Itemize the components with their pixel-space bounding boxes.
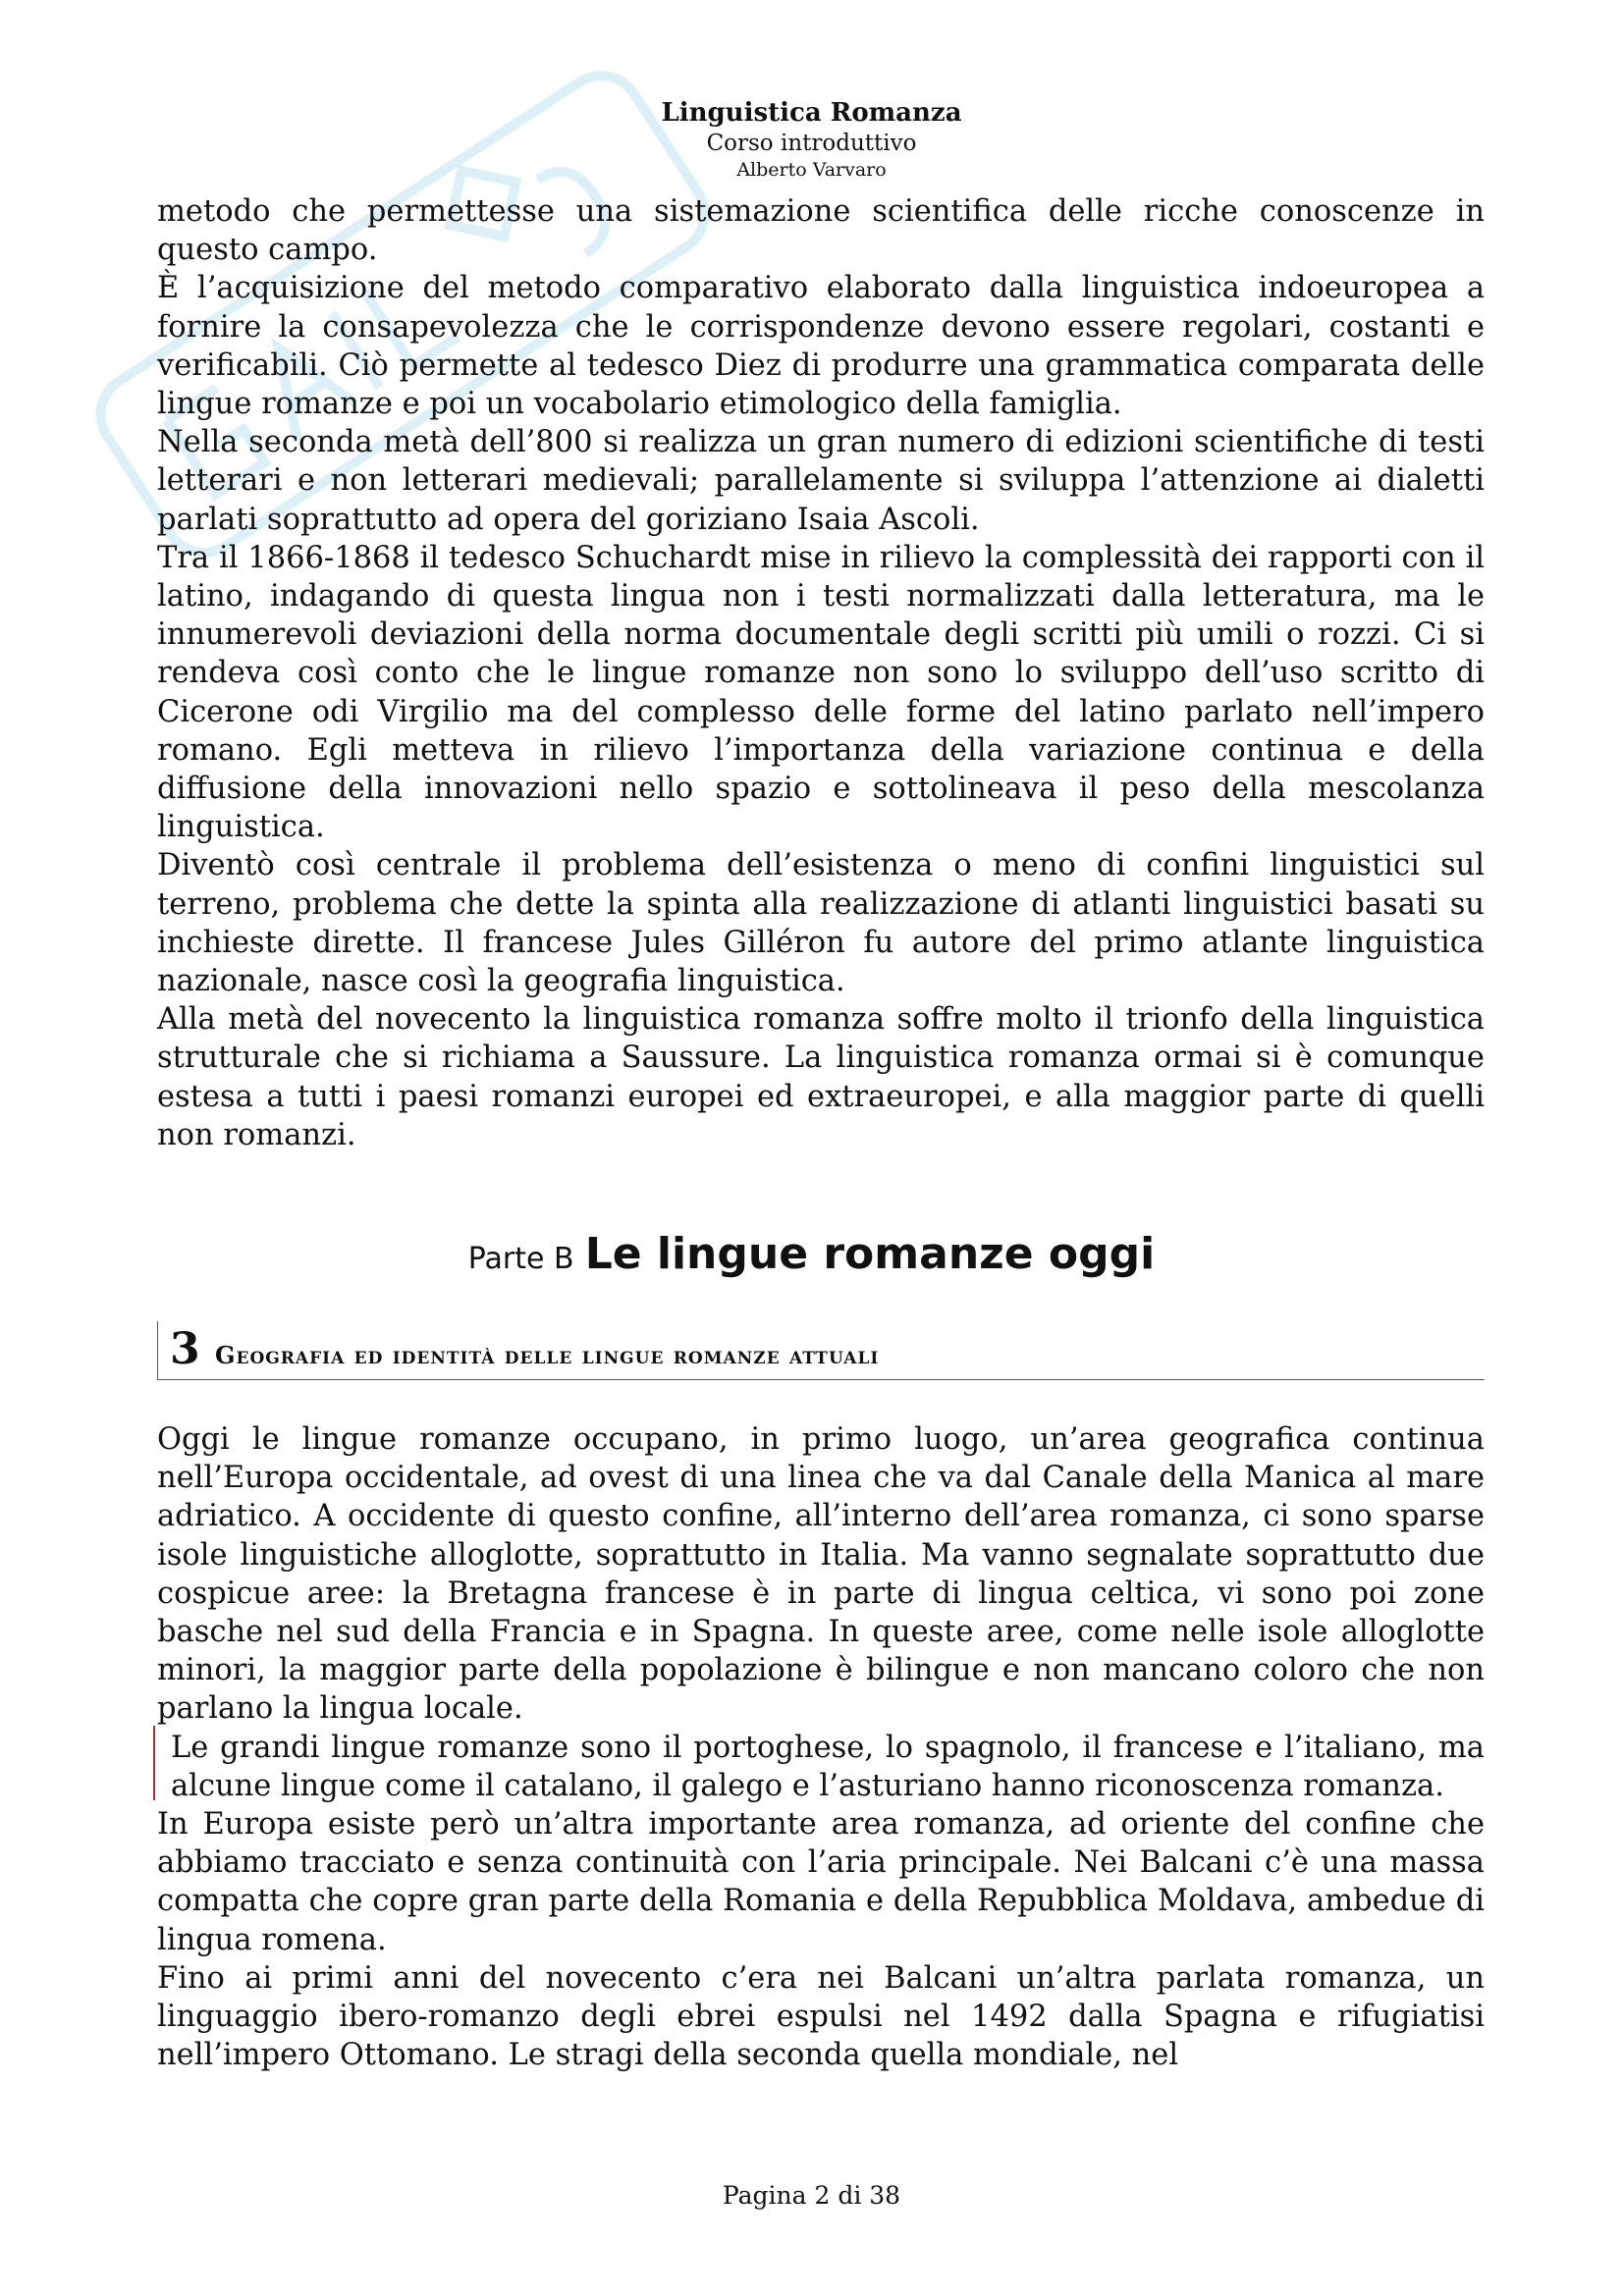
paragraph: È l’acquisizione del metodo comparativo elaborato dalla linguistica indoeuropea a fornire la consapevolezza che le corrispondenze devono essere regolari, costanti e verificabili. Ciò permette al tedesco Diez di produrre una grammatica comparata delle lingue romanze e poi un vocabolario etimologico della famiglia. bbox=[157, 271, 1485, 422]
header-author: Alberto Varvaro bbox=[736, 159, 887, 181]
part-label: Parte B bbox=[467, 1242, 574, 1276]
part-heading bbox=[0, 1229, 1623, 1279]
top-text-block bbox=[157, 192, 1485, 1154]
section-title: Geografia ed identità delle lingue romanze attuali bbox=[215, 1341, 880, 1369]
paragraph: Nella seconda metà dell’800 si realizza un gran numero di edizioni scientifiche di testi letterari e non letterari medievali; parallelamente si sviluppa l’attenzione ai dialetti parlati soprattutto ad opera del goriziano Isaia Ascoli. bbox=[157, 425, 1485, 537]
paragraph: Alla metà del novecento la linguistica romanza soffre molto il trionfo della linguistica strutturale che si richiama a Saussure. La linguistica romanza ormai si è comunque estesa a tutti i paesi romanzi europei ed extraeuropei, e alla maggior parte di quelli non romanzi. bbox=[157, 1002, 1485, 1152]
section-heading bbox=[157, 1321, 1485, 1380]
paragraph: In Europa esiste però un’altra importante area romanza, ad oriente del confine che abbiamo tracciato e senza continuità con l’aria principale. Nei Balcani c’è una massa compatta che copre gran parte della Romania e della Repubblica Moldava, ambedue di lingua romena. bbox=[157, 1807, 1485, 1957]
paragraph: Oggi le lingue romanze occupano, in primo luogo, un’area geografica continua nell’Europa occidentale, ad ovest di una linea che va dal Canale della Manica al mare adriatico. A occidente di questo confine, all’interno dell’area romanza, ci sono sparse isole linguistiche alloglotte, soprattutto in Italia. Ma vanno segnalate soprattutto due cospicue aree: la Bretagna francese è in parte di lingua celtica, vi sono poi zone basche nel sud della Francia e in Spagna. In queste aree, come nelle isole alloglotte minori, la maggior parte della popolazione è bilingue e non mancano coloro che non parlano la lingua locale. bbox=[157, 1422, 1485, 1727]
page-number: Pagina 2 di 38 bbox=[722, 2181, 901, 2210]
paragraph: metodo che permettesse una sistemazione scientifica delle ricche conoscenze in questo campo. bbox=[157, 194, 1485, 268]
part-title: Le lingue romanze oggi bbox=[584, 1229, 1156, 1279]
header-subtitle: Corso introduttivo bbox=[706, 131, 917, 156]
paragraph: Tra il 1866-1868 il tedesco Schuchardt mise in rilievo la complessità dei rapporti con il latino, indagando di questa lingua non i testi normalizzati dalla letteratura, ma le innumerevoli deviazioni della norma documentale degli scritti più umili o rozzi. Ci si rendeva così conto che le lingue romanze non sono lo sviluppo dell’uso scritto di Cicerone odi Virgilio ma del complesso delle forme del latino parlato nell’impero romano. Egli metteva in rilievo l’importanza della variazione continua e della diffusione della innovazioni nello spazio e sottolineava il peso della mescolanza linguistica. bbox=[157, 540, 1485, 845]
bottom-text-block bbox=[157, 1420, 1485, 2074]
section-number: 3 bbox=[170, 1324, 200, 1374]
paragraph: Le grandi lingue romanze sono il portoghese, lo spagnolo, il francese e l’italiano, ma alcune lingue come il catalano, il galego e l’asturiano hanno riconoscenza romanza. bbox=[171, 1730, 1485, 1803]
header-title: Linguistica Romanza bbox=[661, 98, 962, 128]
revision-bar bbox=[153, 1726, 155, 1800]
paragraph: Diventò così centrale il problema dell’esistenza o meno di confini linguistici sul terreno, problema che dette la spinta alla realizzazione di atlanti linguistici basati su inchieste dirette. Il francese Jules Gilléron fu autore del primo atlante linguistica nazionale, nasce così la geografia linguistica. bbox=[157, 848, 1485, 999]
paragraph: Fino ai primi anni del novecento c’era nei Balcani un’altra parlata romanza, un linguaggio ibero-romanzo degli ebrei espulsi nel 1492 dalla Spagna e rifugiatisi nell’impero Ottomano. Le stragi della seconda quella mondiale, nel bbox=[157, 1960, 1485, 2073]
